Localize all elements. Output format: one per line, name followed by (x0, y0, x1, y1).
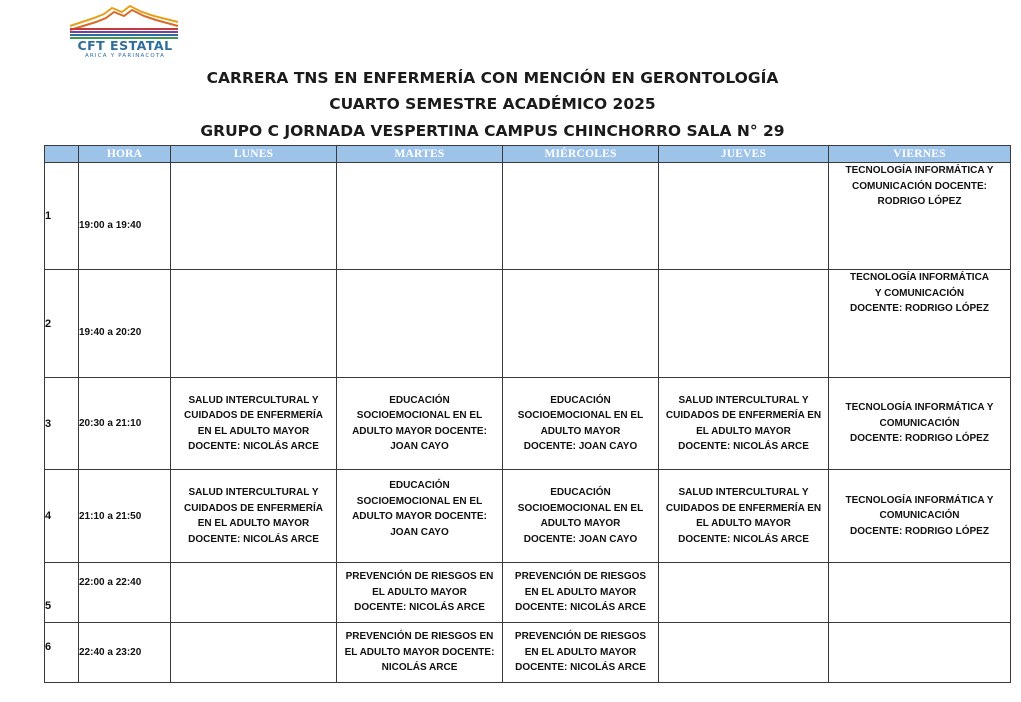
header-index (45, 146, 79, 163)
table-row (45, 378, 1011, 470)
header-martes: MARTES (337, 146, 503, 163)
cell-lunes (171, 563, 337, 623)
cell-viernes: TECNOLOGÍA INFORMÁTICA Y COMUNICACIÓN DOCENTE: RODRIGO LÓPEZ (829, 470, 1011, 563)
cell-viernes (829, 623, 1011, 683)
cell-miercoles (503, 163, 659, 270)
cell-lunes (171, 623, 337, 683)
time-slot: 20:30 a 21:10 (79, 378, 171, 470)
cell-martes: PREVENCIÓN DE RIESGOS EN EL ADULTO MAYOR DOCENTE: NICOLÁS ARCE (337, 563, 503, 623)
cell-jueves (659, 163, 829, 270)
cell-miercoles: PREVENCIÓN DE RIESGOS EN EL ADULTO MAYOR DOCENTE: NICOLÁS ARCE (503, 563, 659, 623)
table-row (45, 470, 1011, 563)
time-slot: 19:00 a 19:40 (79, 163, 171, 270)
header-hora: HORA (79, 146, 171, 163)
logo-name: CFT ESTATAL (77, 38, 173, 53)
time-slot: 19:40 a 20:20 (79, 270, 171, 378)
cell-martes (337, 163, 503, 270)
cell-miercoles: PREVENCIÓN DE RIESGOS EN EL ADULTO MAYOR DOCENTE: NICOLÁS ARCE (503, 623, 659, 683)
row-number: 5 (45, 563, 79, 623)
cell-jueves (659, 623, 829, 683)
cell-viernes: TECNOLOGÍA INFORMÁTICA Y COMUNICACIÓN DOCENTE: RODRIGO LÓPEZ (829, 270, 1011, 378)
time-slot: 21:10 a 21:50 (79, 470, 171, 563)
cell-lunes: SALUD INTERCULTURAL Y CUIDADOS DE ENFERMERÍA EN EL ADULTO MAYOR DOCENTE: NICOLÁS ARCE (171, 378, 337, 470)
cell-martes: PREVENCIÓN DE RIESGOS EN EL ADULTO MAYOR DOCENTE: NICOLÁS ARCE (337, 623, 503, 683)
header-row (45, 146, 1011, 163)
cell-jueves: SALUD INTERCULTURAL Y CUIDADOS DE ENFERMERÍA EN EL ADULTO MAYOR DOCENTE: NICOLÁS ARCE (659, 470, 829, 563)
table-row (45, 163, 1011, 270)
row-number: 2 (45, 270, 79, 378)
time-slot: 22:00 a 22:40 (79, 563, 171, 623)
cell-viernes (829, 563, 1011, 623)
logo-subtitle: ARICA Y PARINACOTA (84, 53, 166, 59)
group-title: GRUPO C JORNADA VESPERTINA CAMPUS CHINCHORRO SALA N° 29 (200, 122, 785, 140)
table-row (45, 270, 1011, 378)
mountain-logo-icon (66, 4, 182, 40)
row-number: 3 (45, 378, 79, 470)
header-jueves: JUEVES (659, 146, 829, 163)
cell-miercoles (503, 270, 659, 378)
cell-viernes: TECNOLOGÍA INFORMÁTICA Y COMUNICACIÓN DOCENTE: RODRIGO LÓPEZ (829, 163, 1011, 270)
cell-jueves (659, 270, 829, 378)
schedule-table (44, 145, 1011, 683)
row-number: 4 (45, 470, 79, 563)
cell-miercoles: EDUCACIÓN SOCIOEMOCIONAL EN EL ADULTO MAYOR DOCENTE: JOAN CAYO (503, 470, 659, 563)
career-title: CARRERA TNS EN ENFERMERÍA CON MENCIÓN EN GERONTOLOGÍA (206, 69, 779, 87)
cell-lunes: SALUD INTERCULTURAL Y CUIDADOS DE ENFERMERÍA EN EL ADULTO MAYOR DOCENTE: NICOLÁS ARCE (171, 470, 337, 563)
cell-martes: EDUCACIÓN SOCIOEMOCIONAL EN EL ADULTO MAYOR DOCENTE: JOAN CAYO (337, 378, 503, 470)
row-number: 1 (45, 163, 79, 270)
header-viernes: VIERNES (829, 146, 1011, 163)
cell-lunes (171, 270, 337, 378)
cell-jueves: SALUD INTERCULTURAL Y CUIDADOS DE ENFERMERÍA EN EL ADULTO MAYOR DOCENTE: NICOLÁS ARCE (659, 378, 829, 470)
cell-martes (337, 270, 503, 378)
semester-title: CUARTO SEMESTRE ACADÉMICO 2025 (329, 95, 656, 113)
cell-miercoles: EDUCACIÓN SOCIOEMOCIONAL EN EL ADULTO MAYOR DOCENTE: JOAN CAYO (503, 378, 659, 470)
table-row (45, 623, 1011, 683)
table-row (45, 563, 1011, 623)
cft-estatal-logo (66, 4, 182, 60)
header-lunes: LUNES (171, 146, 337, 163)
header-miercoles: MIÉRCOLES (503, 146, 659, 163)
cell-jueves (659, 563, 829, 623)
time-slot: 22:40 a 23:20 (79, 623, 171, 683)
cell-martes: EDUCACIÓN SOCIOEMOCIONAL EN EL ADULTO MAYOR DOCENTE: JOAN CAYO (337, 470, 503, 563)
cell-lunes (171, 163, 337, 270)
row-number: 6 (45, 623, 79, 683)
cell-viernes: TECNOLOGÍA INFORMÁTICA Y COMUNICACIÓN DOCENTE: RODRIGO LÓPEZ (829, 378, 1011, 470)
